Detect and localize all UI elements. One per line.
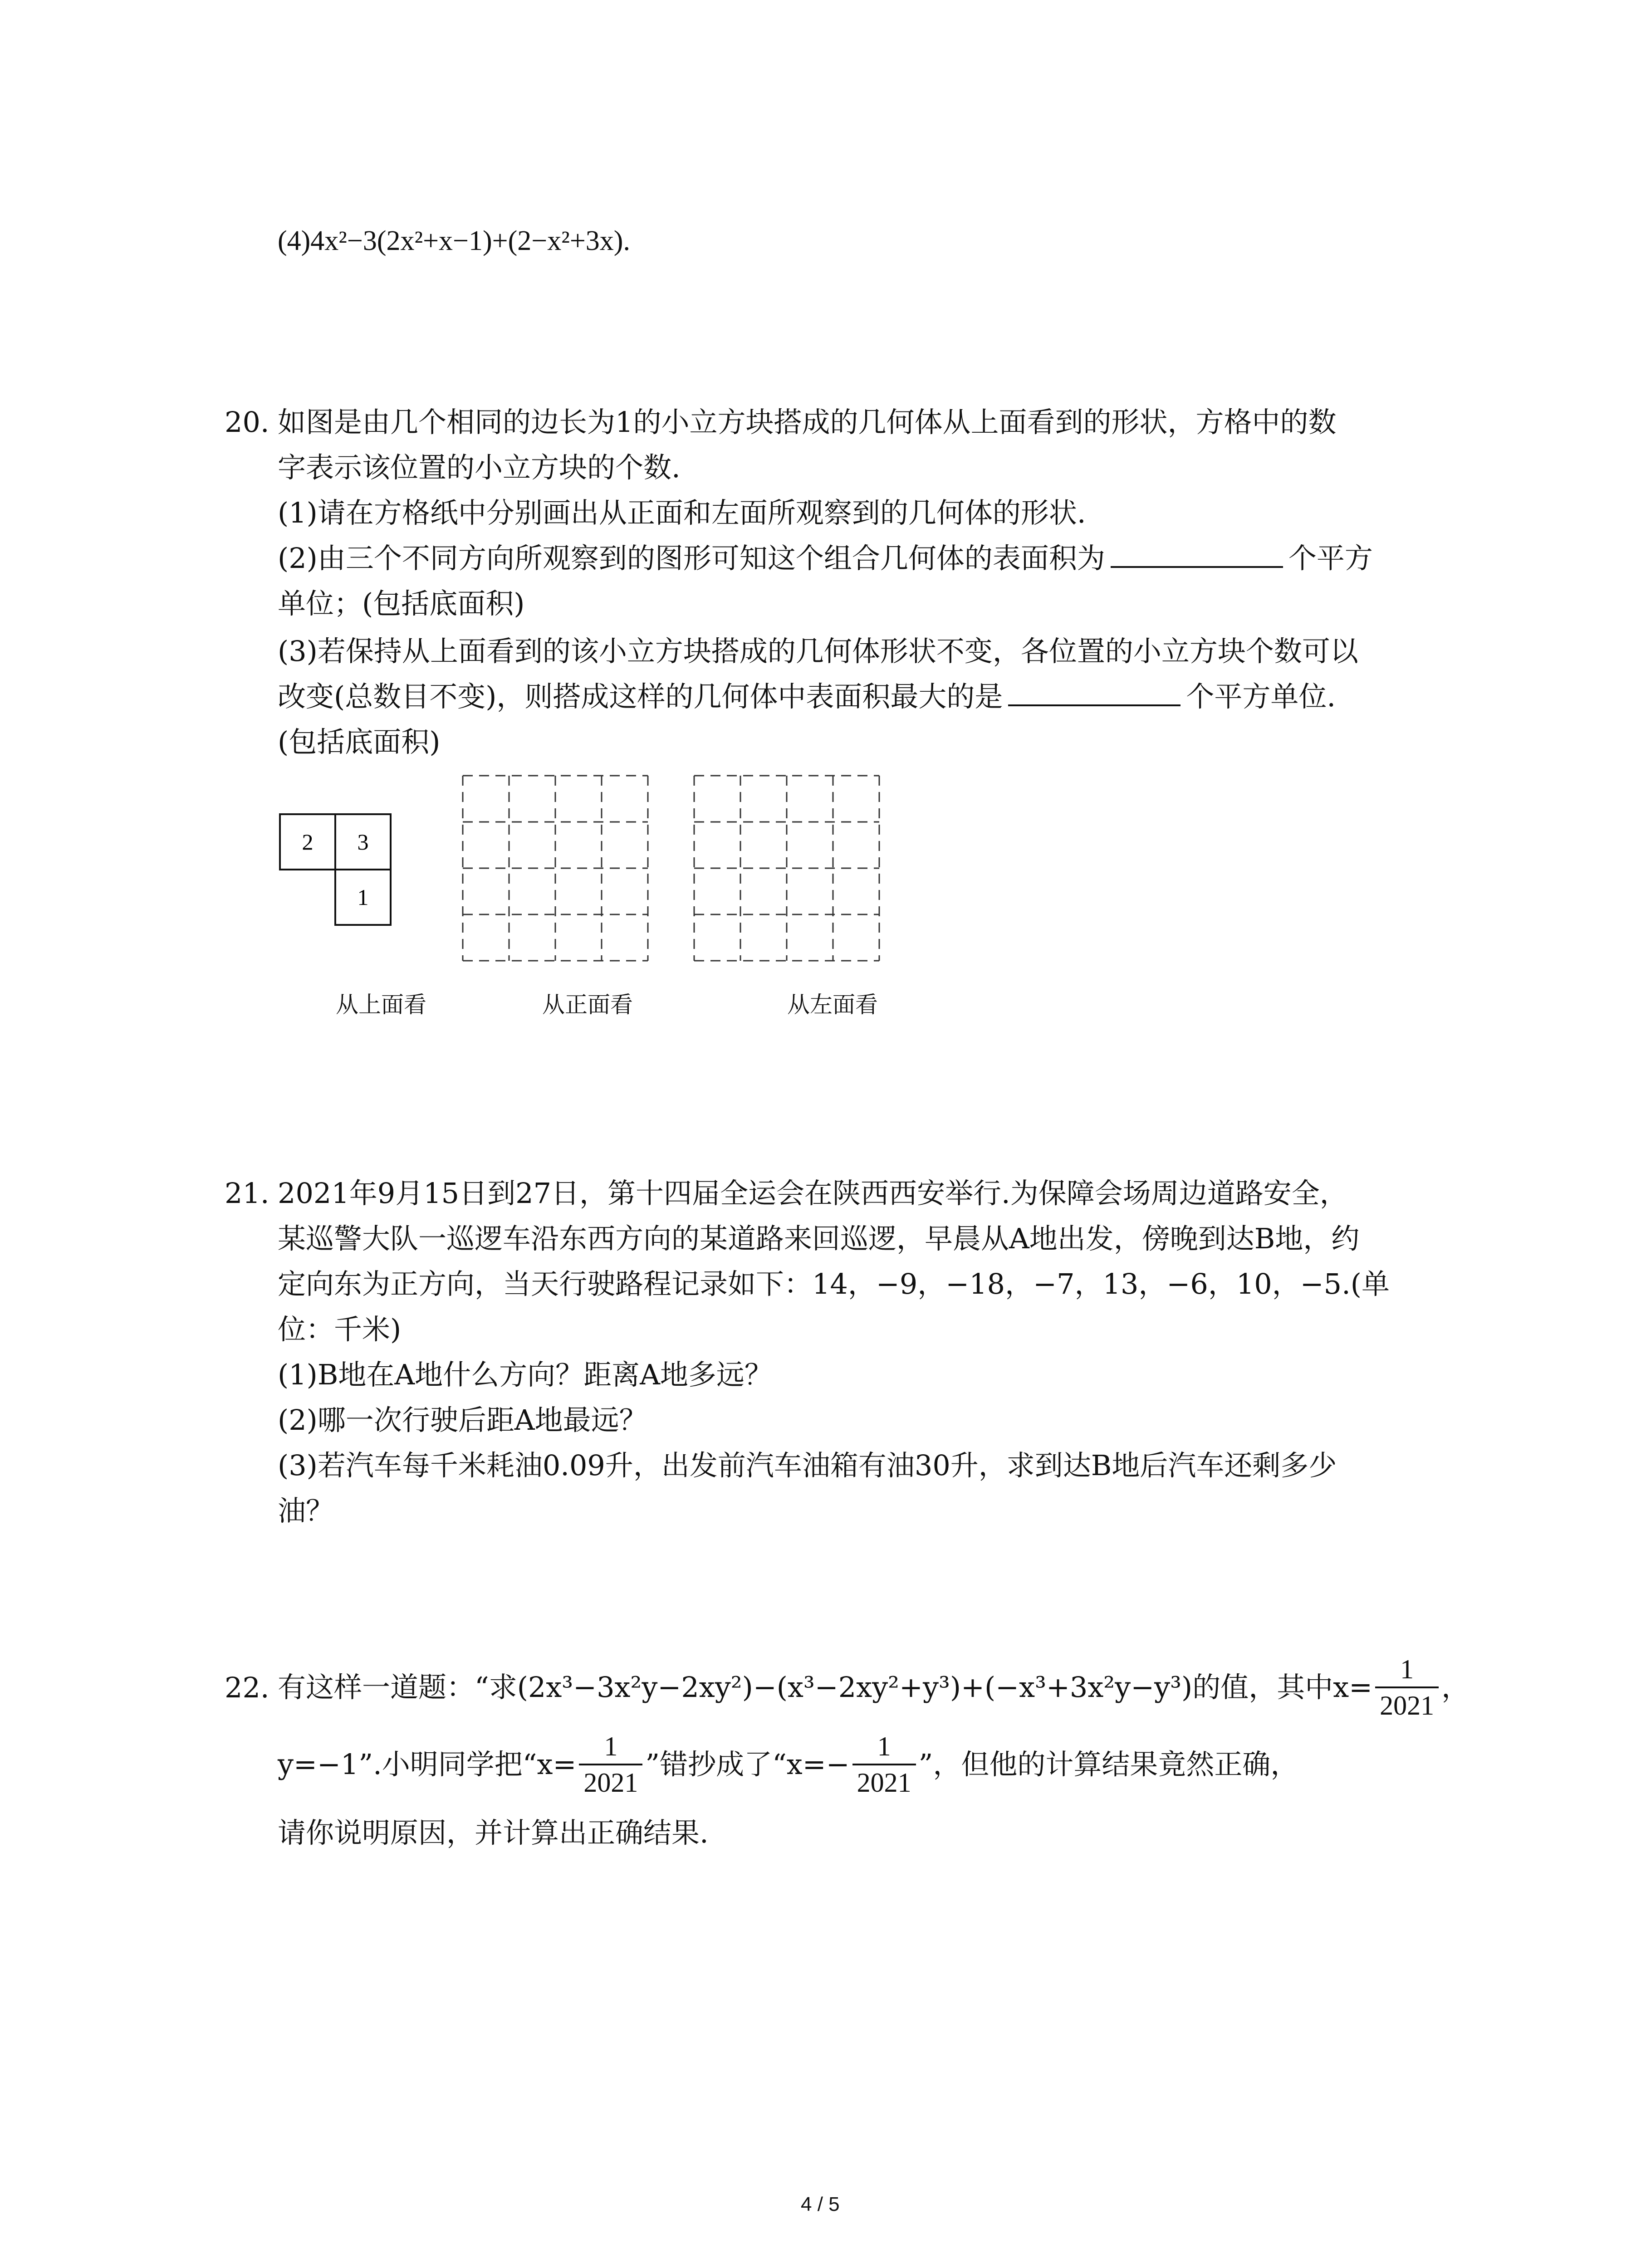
q20-part3-unit: 个平方单位.: [1186, 680, 1336, 713]
left-view-grid[interactable]: [694, 776, 879, 961]
caption-left-view: 从左面看: [787, 992, 878, 1017]
q20-part2-text: (2)由三个不同方向所观察到的图形可知这个组合几何体的表面积为: [278, 542, 1105, 575]
q22-line2-text-c: ”，但他的计算结果竟然正确，: [918, 1748, 1299, 1781]
q20-stem-2: 字表示该位置的小立方块的个数.: [278, 451, 681, 484]
q21-part2: (2)哪一次行驶后距A地最远？: [278, 1403, 647, 1437]
q22-line2: [278, 1733, 1298, 1796]
fraction-1-numerator: 1: [1400, 1654, 1414, 1684]
q22-number: 22.: [225, 1671, 269, 1704]
q20-number: 20.: [225, 406, 269, 439]
fraction-1-denominator: 2021: [1375, 1686, 1439, 1719]
q21-line4: 位：千米): [278, 1313, 402, 1346]
q19-part4: (4)4x²−3(2x²+x−1)+(2−x²+3x).: [278, 225, 630, 256]
q21-line3: 定向东为正方向，当天行驶路程记录如下：14，−9，−18，−7，13，−6，10，−5.(单: [278, 1267, 1390, 1300]
q22-line2-text-a: y=−1”.小明同学把“x=: [278, 1748, 577, 1781]
q21-part1: (1)B地在A地什么方向？距离A地多远？: [278, 1358, 773, 1391]
q20-part3-line1: (3)若保持从上面看到的该小立方块搭成的几何体形状不变，各位置的小立方块个数可以: [278, 635, 1358, 668]
fraction-3-denominator: 2021: [852, 1764, 916, 1796]
fraction-2-denominator: 2021: [579, 1764, 642, 1796]
q21-part3-line2: 油？: [278, 1494, 334, 1527]
fraction-2: [579, 1733, 642, 1796]
q21-line1: 2021年9月15日到27日，第十四届全运会在陕西西安举行.为保障会场周边道路安全，: [278, 1177, 1348, 1210]
top-view-cell-2: 3: [357, 829, 369, 855]
top-view-cell-3: 1: [357, 885, 369, 910]
q20-part1: (1)请在方格纸中分别画出从正面和左面所观察到的几何体的形状.: [278, 496, 1086, 529]
top-view-cell-1: 2: [302, 829, 314, 855]
fraction-3: [852, 1733, 916, 1796]
q21-number: 21.: [225, 1177, 269, 1210]
q22-line1: [278, 1656, 1470, 1719]
q20-stem-1: 如图是由几个相同的边长为1的小立方块搭成的几何体从上面看到的形状，方格中的数: [278, 406, 1337, 439]
front-view-grid[interactable]: [463, 776, 648, 961]
q20-part2-unit: 个平方: [1288, 542, 1373, 575]
q22-line1-text: 有这样一道题：“求(2x³−3x²y−2xy²)−(x³−2xy²+y³)+(−x³+3x²y−y³)的值，其中x=: [278, 1671, 1373, 1704]
q20-part3-text: 改变(总数目不变)，则搭成这样的几何体中表面积最大的是: [278, 680, 1003, 713]
caption-top-view: 从上面看: [336, 992, 426, 1017]
q22-line2-text-b: ”错抄成了“x=−: [645, 1748, 850, 1781]
q20-part2-line2: 单位；(包括底面积): [278, 587, 525, 620]
q22-line1-end: ，: [1441, 1671, 1470, 1704]
fraction-1: [1375, 1656, 1439, 1719]
fraction-3-numerator: 1: [877, 1731, 891, 1761]
caption-front-view: 从正面看: [542, 992, 633, 1017]
fraction-2-numerator: 1: [604, 1731, 618, 1761]
q21-line2: 某巡警大队一巡逻车沿东西方向的某道路来回巡逻，早晨从A地出发，傍晚到达B地，约: [278, 1222, 1360, 1255]
page-number: 4 / 5: [801, 2193, 840, 2215]
q20-part3-line3: (包括底面积): [278, 725, 441, 758]
q21-part3-line1: (3)若汽车每千米耗油0.09升，出发前汽车油箱有油30升，求到达B地后汽车还剩多少: [278, 1449, 1337, 1482]
top-view-grid: [280, 814, 391, 925]
q22-line3: 请你说明原因，并计算出正确结果.: [278, 1816, 709, 1849]
